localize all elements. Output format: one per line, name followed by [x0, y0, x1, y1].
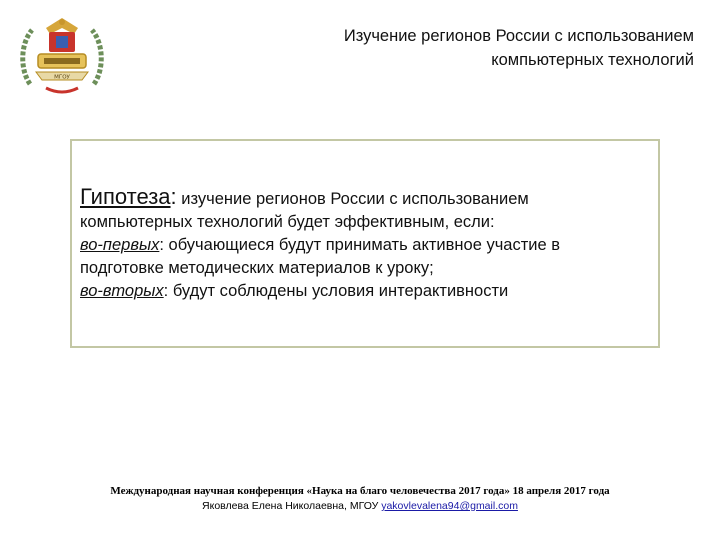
hypothesis-line3 [80, 234, 648, 257]
author-email-link[interactable]: yakovlevalena94@gmail.com [381, 500, 518, 512]
hypothesis-text [80, 185, 648, 303]
author-line [0, 499, 720, 513]
logo-caption: МГОУ [54, 74, 70, 81]
hypothesis-line1 [80, 185, 648, 211]
first-label: во-первых [80, 236, 160, 254]
hypothesis-line4: подготовке методических материалов к уроку; [80, 259, 434, 277]
header-title-line1: Изучение регионов России с использованием [343, 27, 694, 45]
hypothesis-lead-colon: : [170, 184, 177, 209]
author-name: Яковлева Елена Николаевна, МГОУ [202, 500, 382, 512]
hypothesis-line1-text: изучение регионов России с использованием [176, 190, 529, 208]
hypothesis-frame [70, 139, 660, 348]
hypothesis-lead-word: Гипотеза [80, 184, 171, 209]
second-label: во-вторых [80, 282, 164, 300]
conference-title: Международная научная конференция «Наука на благо человечества 2017 года» 18 апреля 2017 года [110, 485, 610, 497]
second-text: : будут соблюдены условия интерактивности [163, 282, 509, 300]
first-text: : обучающиеся будут принимать активное участие в [159, 236, 561, 254]
hypothesis-line5 [80, 280, 648, 303]
university-logo [16, 14, 108, 98]
coat-of-arms-icon [16, 14, 108, 98]
slide-footer [0, 484, 720, 513]
slide-header [274, 24, 694, 72]
hypothesis-line2: компьютерных технологий будет эффективным, если: [80, 213, 495, 231]
header-title-line2: компьютерных технологий [491, 51, 694, 69]
